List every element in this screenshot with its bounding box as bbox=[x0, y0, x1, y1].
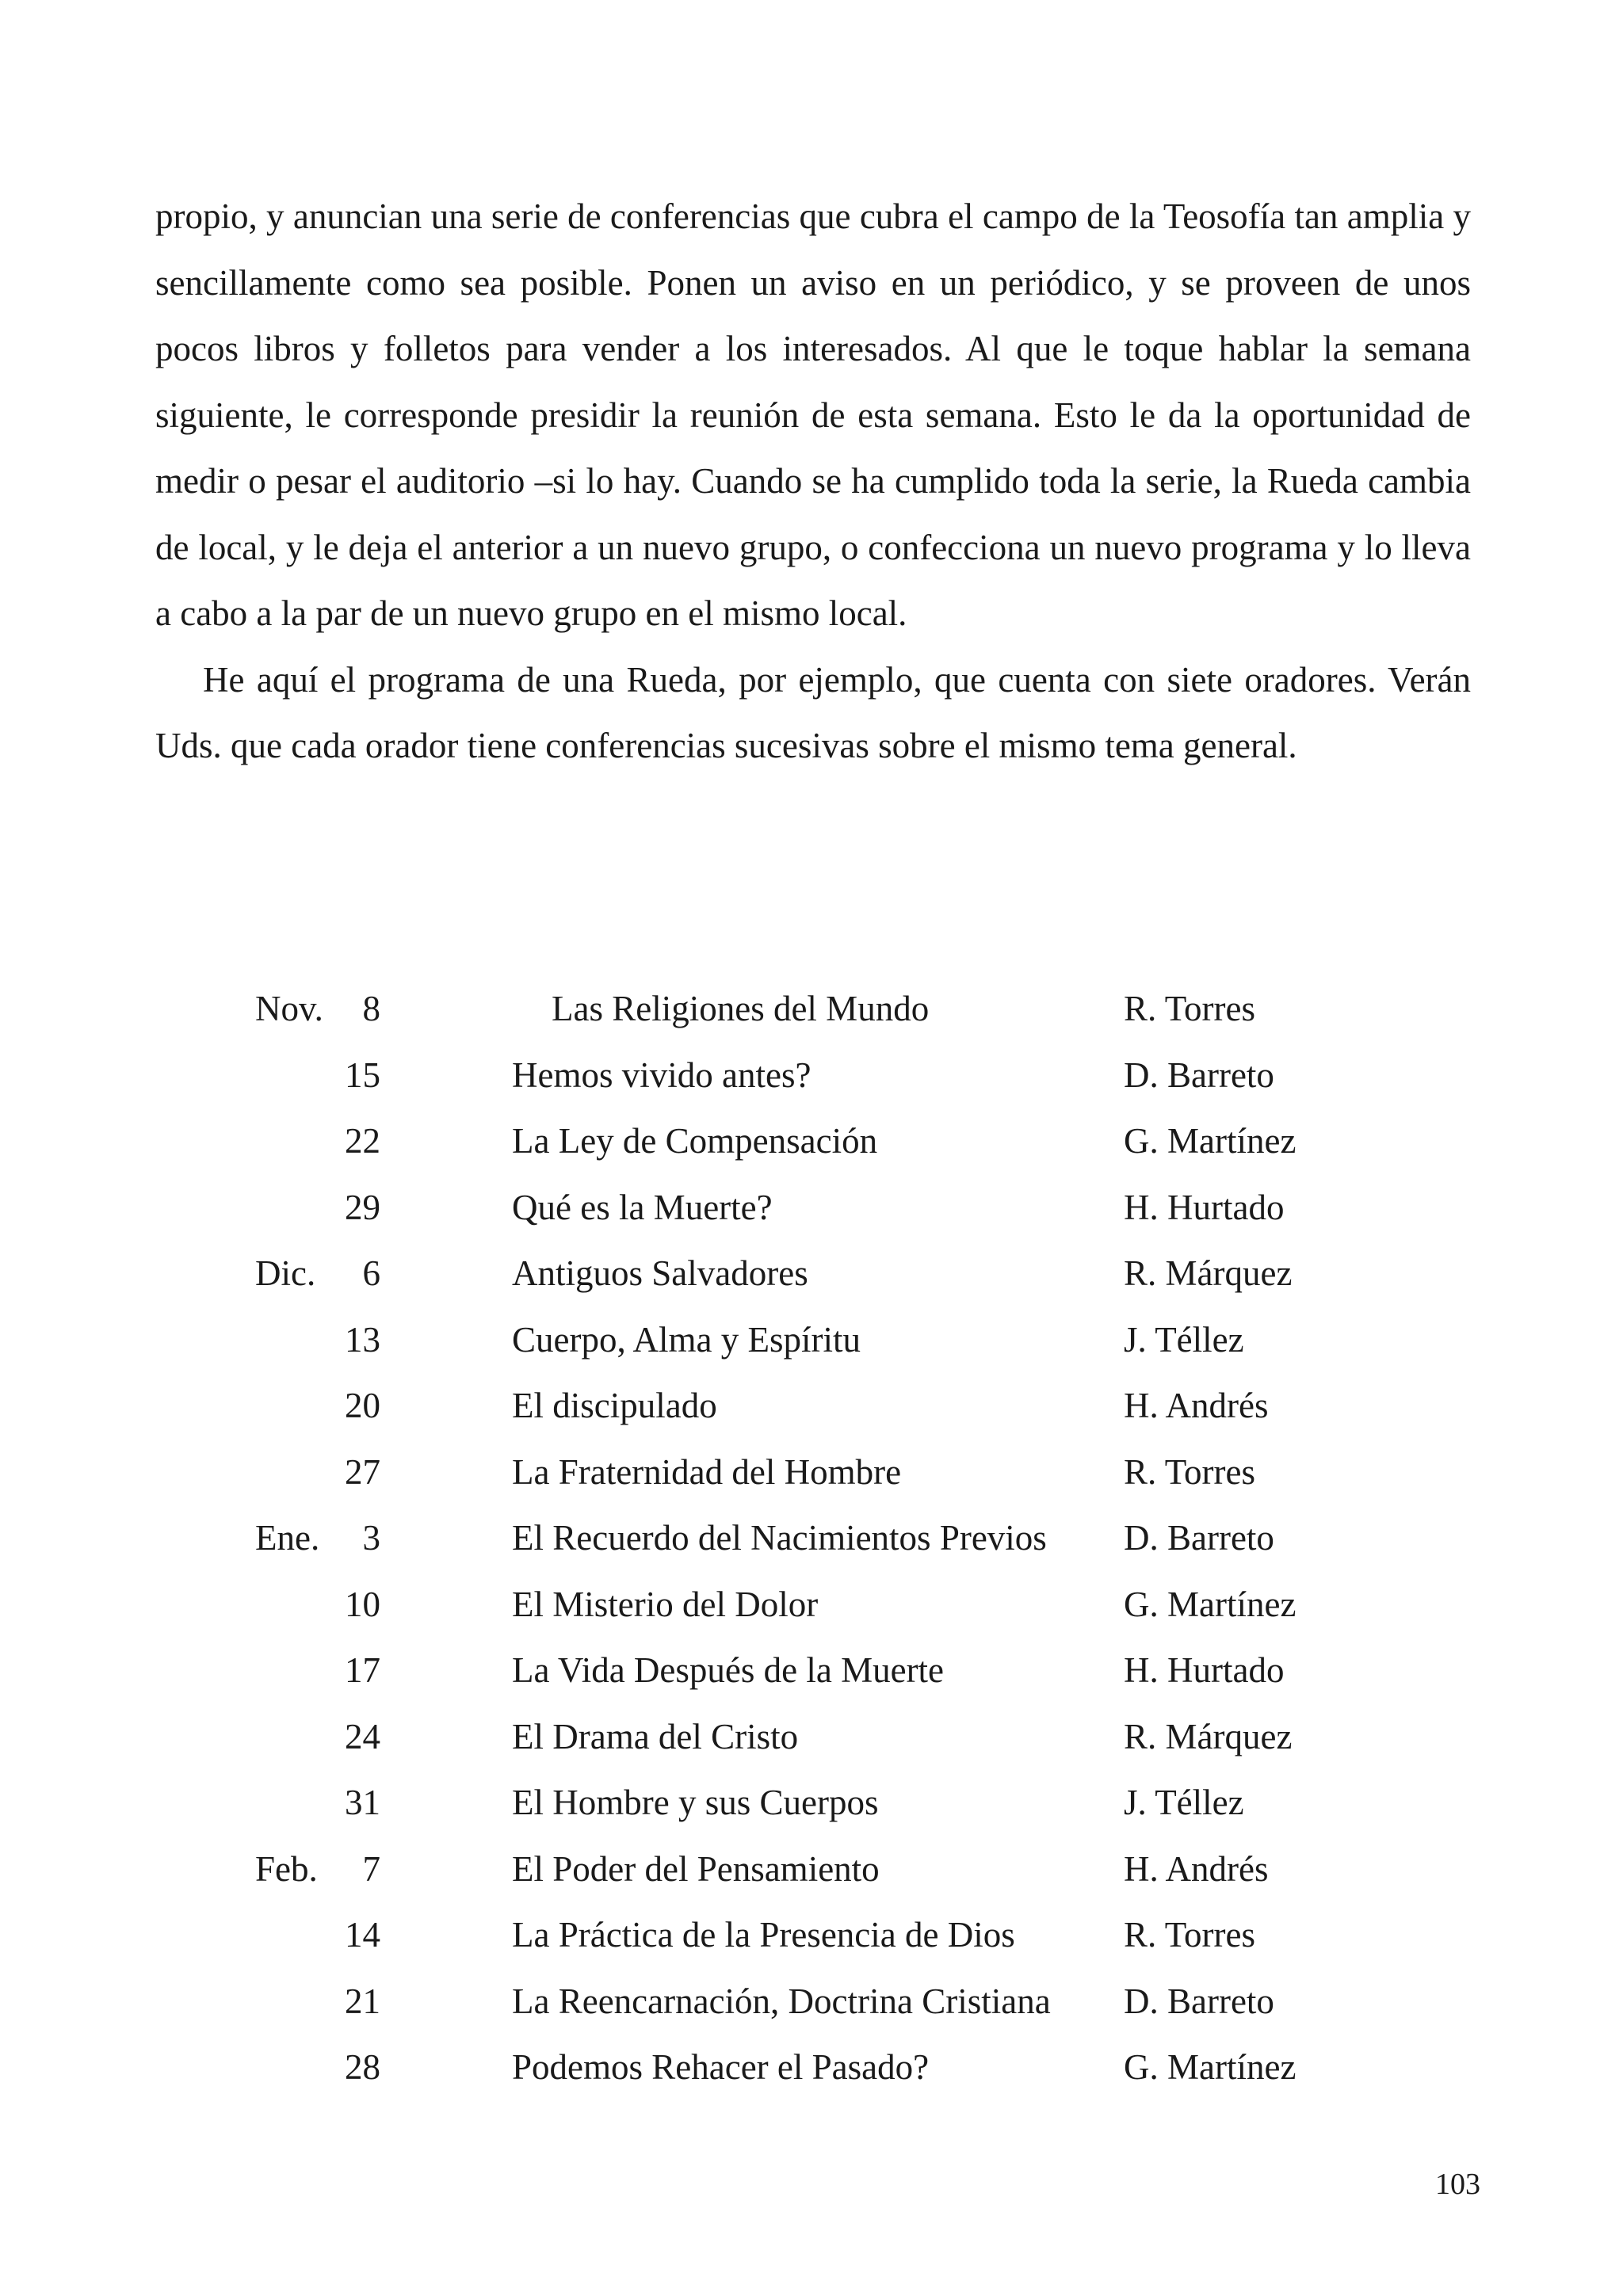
schedule-month: Nov. bbox=[255, 989, 323, 1028]
schedule-row bbox=[0, 1704, 1623, 1771]
schedule-speaker: R. Torres bbox=[1124, 1451, 1256, 1492]
schedule-topic: La Fraternidad del Hombre bbox=[512, 1451, 902, 1492]
schedule-speaker: J. Téllez bbox=[1124, 1783, 1244, 1822]
schedule-topic: Qué es la Muerte? bbox=[512, 1187, 773, 1227]
page-number: 103 bbox=[1435, 2168, 1480, 2201]
schedule-day: 14 bbox=[345, 1915, 380, 1955]
schedule-row bbox=[0, 1572, 1623, 1638]
schedule-speaker: D. Barreto bbox=[1124, 1518, 1274, 1558]
schedule-day: 15 bbox=[345, 1055, 380, 1095]
schedule-day: 24 bbox=[345, 1716, 380, 1756]
lecture-schedule bbox=[0, 976, 1623, 2101]
schedule-speaker: H. Andrés bbox=[1124, 1386, 1269, 1425]
schedule-topic: La Vida Después de la Muerte bbox=[512, 1650, 945, 1690]
paragraph: propio, y anuncian una serie de conferencias que cubra el campo de la Teosofía tan amplia y sencillamente como sea posible. Ponen un aviso en un periódico, y se proveen de unos pocos libros y folletos para vender a los interesados. Al que le toque hablar la semana siguiente, le corresponde presidir la reunión de esta semana. Esto le da la oportunidad de medir o pesar el auditorio –si lo hay. Cuando se ha cumplido toda la serie, la Rueda cambia de local, y le deja el anterior a un nuevo grupo, o confecciona un nuevo programa y lo lleva a cabo a la par de un nuevo grupo en el mismo local. bbox=[155, 196, 1471, 633]
schedule-speaker: G. Martínez bbox=[1124, 2047, 1296, 2087]
schedule-topic: La Práctica de la Presencia de Dios bbox=[512, 1915, 1015, 1955]
paragraph: He aquí el programa de una Rueda, por ejemplo, que cuenta con siete oradores. Verán Uds. que cada orador tiene conferencias sucesivas sobre el mismo tema general. bbox=[155, 659, 1471, 765]
schedule-day: 13 bbox=[345, 1319, 380, 1360]
schedule-topic: Hemos vivido antes? bbox=[512, 1055, 812, 1095]
schedule-speaker: R. Márquez bbox=[1124, 1253, 1293, 1293]
schedule-speaker: J. Téllez bbox=[1124, 1319, 1244, 1360]
schedule-day: 27 bbox=[345, 1451, 380, 1492]
schedule-day: 7 bbox=[362, 1848, 380, 1889]
schedule-topic: La Reencarnación, Doctrina Cristiana bbox=[512, 1981, 1051, 2021]
schedule-speaker: G. Martínez bbox=[1124, 1584, 1296, 1624]
schedule-row bbox=[0, 1307, 1623, 1374]
schedule-topic: El Recuerdo del Nacimientos Previos bbox=[512, 1518, 1047, 1558]
schedule-topic: Antiguos Salvadores bbox=[512, 1253, 808, 1293]
schedule-row bbox=[0, 1770, 1623, 1836]
schedule-speaker: D. Barreto bbox=[1124, 1055, 1274, 1095]
schedule-topic: Podemos Rehacer el Pasado? bbox=[512, 2047, 930, 2087]
schedule-row bbox=[0, 1373, 1623, 1440]
schedule-day: 29 bbox=[345, 1187, 380, 1227]
schedule-row bbox=[0, 1241, 1623, 1307]
schedule-row bbox=[0, 1836, 1623, 1903]
schedule-row bbox=[0, 2035, 1623, 2101]
schedule-month: Feb. bbox=[255, 1848, 318, 1889]
body-text bbox=[155, 184, 1471, 780]
schedule-day: 21 bbox=[345, 1981, 380, 2021]
schedule-month: Dic. bbox=[255, 1253, 316, 1293]
schedule-topic: El Hombre y sus Cuerpos bbox=[512, 1783, 879, 1822]
schedule-speaker: H. Andrés bbox=[1124, 1848, 1269, 1889]
schedule-speaker: G. Martínez bbox=[1124, 1121, 1296, 1161]
schedule-row bbox=[0, 976, 1623, 1043]
schedule-row bbox=[0, 1440, 1623, 1506]
schedule-row bbox=[0, 1043, 1623, 1109]
schedule-day: 28 bbox=[345, 2047, 380, 2087]
schedule-row bbox=[0, 1638, 1623, 1704]
schedule-speaker: R. Márquez bbox=[1124, 1716, 1293, 1756]
schedule-day: 8 bbox=[362, 989, 380, 1028]
schedule-row bbox=[0, 1108, 1623, 1175]
schedule-row bbox=[0, 1175, 1623, 1241]
schedule-row bbox=[0, 1505, 1623, 1572]
schedule-row bbox=[0, 1902, 1623, 1969]
schedule-day: 20 bbox=[345, 1386, 380, 1425]
schedule-day: 3 bbox=[362, 1518, 380, 1558]
schedule-topic: El discipulado bbox=[512, 1386, 717, 1425]
schedule-day: 17 bbox=[345, 1650, 380, 1690]
schedule-topic: El Drama del Cristo bbox=[512, 1716, 799, 1756]
schedule-speaker: D. Barreto bbox=[1124, 1981, 1274, 2021]
schedule-topic: El Poder del Pensamiento bbox=[512, 1848, 880, 1889]
schedule-topic: Las Religiones del Mundo bbox=[552, 989, 930, 1028]
schedule-speaker: H. Hurtado bbox=[1124, 1187, 1285, 1227]
schedule-topic: El Misterio del Dolor bbox=[512, 1584, 819, 1624]
schedule-day: 10 bbox=[345, 1584, 380, 1624]
schedule-month: Ene. bbox=[255, 1518, 320, 1558]
schedule-speaker: R. Torres bbox=[1124, 989, 1256, 1028]
schedule-day: 31 bbox=[345, 1783, 380, 1822]
schedule-row bbox=[0, 1969, 1623, 2035]
schedule-topic: La Ley de Compensación bbox=[512, 1121, 878, 1161]
schedule-topic: Cuerpo, Alma y Espíritu bbox=[512, 1319, 861, 1360]
schedule-day: 6 bbox=[362, 1253, 380, 1293]
schedule-speaker: R. Torres bbox=[1124, 1915, 1256, 1955]
schedule-day: 22 bbox=[345, 1121, 380, 1161]
schedule-speaker: H. Hurtado bbox=[1124, 1650, 1285, 1690]
